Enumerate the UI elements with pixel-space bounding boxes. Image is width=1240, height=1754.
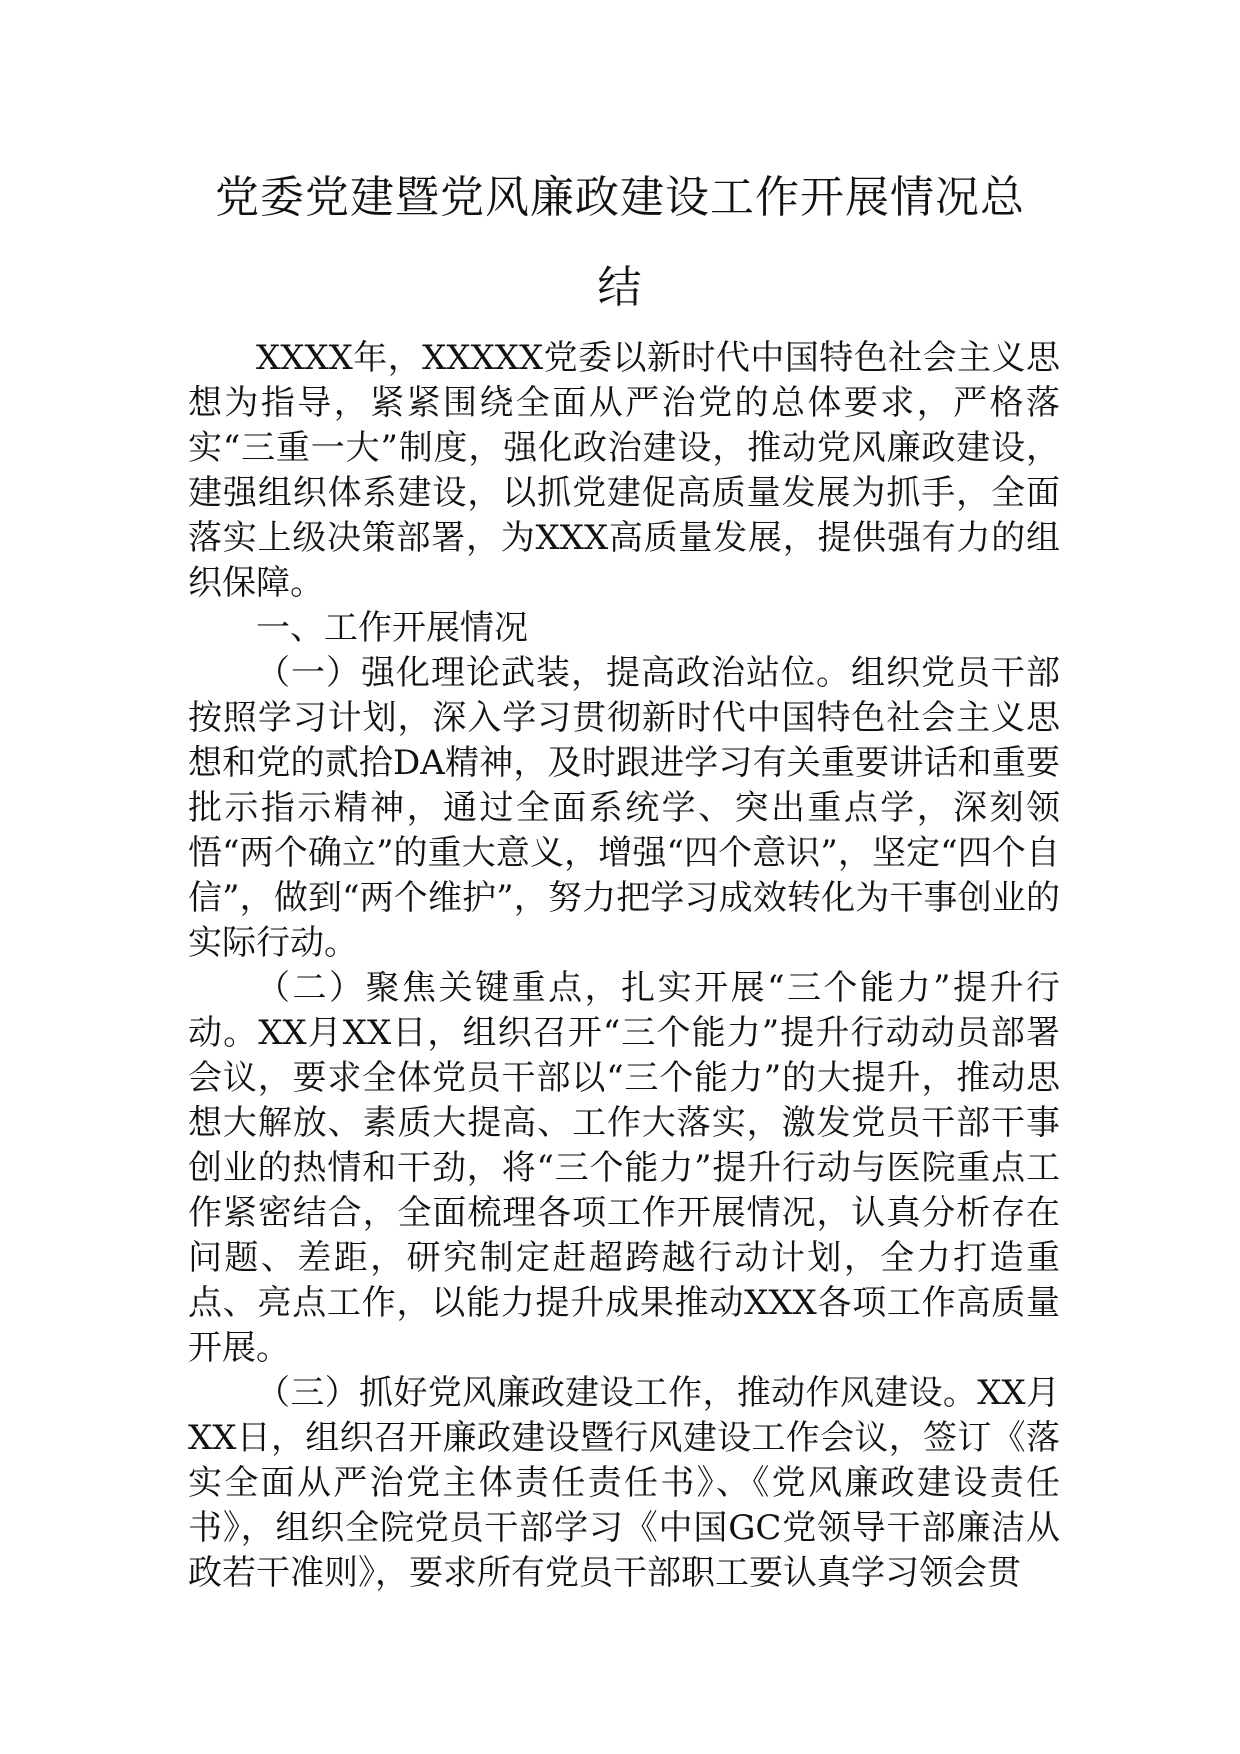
paragraph-item-2: （二）聚焦关键重点，扎实开展“三个能力”提升行动。XX月XX日，组织召开“三个能力”提升行动动员部署会议，要求全体党员干部以“三个能力”的大提升，推动思想大解放、素质大提高、工作大落实，激发党员干部干事创业的热情和干劲，将“三个能力”提升行动与医院重点工作紧密结合，全面梳理各项工作开展情况，认真分析存在问题、差距，研究制定赶超跨越行动计划，全力打造重点、亮点工作，以能力提升成果推动XXX各项工作高质量开展。 bbox=[188, 968, 1060, 1368]
document-title-line-2: 结 bbox=[597, 262, 643, 313]
paragraph-item-1: （一）强化理论武装，提高政治站位。组织党员干部按照学习计划，深入学习贯彻新时代中国特色社会主义思想和党的贰拾DA精神，及时跟进学习有关重要讲话和重要批示指示精神，通过全面系统学、突出重点学，深刻领悟“两个确立”的重大意义，增强“四个意识”，坚定“四个自信”，做到“两个维护”，努力把学习成效转化为干事创业的实际行动。 bbox=[188, 653, 1060, 963]
paragraph-item-3: （三）抓好党风廉政建设工作，推动作风建设。XX月XX日，组织召开廉政建设暨行风建设工作会议，签订《落实全面从严治党主体责任责任书》、《党风廉政建设责任书》，组织全院党员干部学习《中国GC党领导干部廉洁从政若干准则》，要求所有党员干部职工要认真学习领会贯 bbox=[188, 1373, 1060, 1593]
intro-paragraph: XXXX年，XXXXX党委以新时代中国特色社会主义思想为指导，紧紧围绕全面从严治党的总体要求，严格落实“三重一大”制度，强化政治建设，推动党风廉政建设，建强组织体系建设，以抓党建促高质量发展为抓手，全面落实上级决策部署，为XXX高质量发展，提供强有力的组织保障。 bbox=[188, 338, 1060, 603]
document-body bbox=[188, 336, 1060, 1596]
document-title-line-1: 党委党建暨党风廉政建设工作开展情况总 bbox=[215, 172, 1025, 223]
section-heading-work-progress: 一、工作开展情况 bbox=[256, 608, 528, 648]
